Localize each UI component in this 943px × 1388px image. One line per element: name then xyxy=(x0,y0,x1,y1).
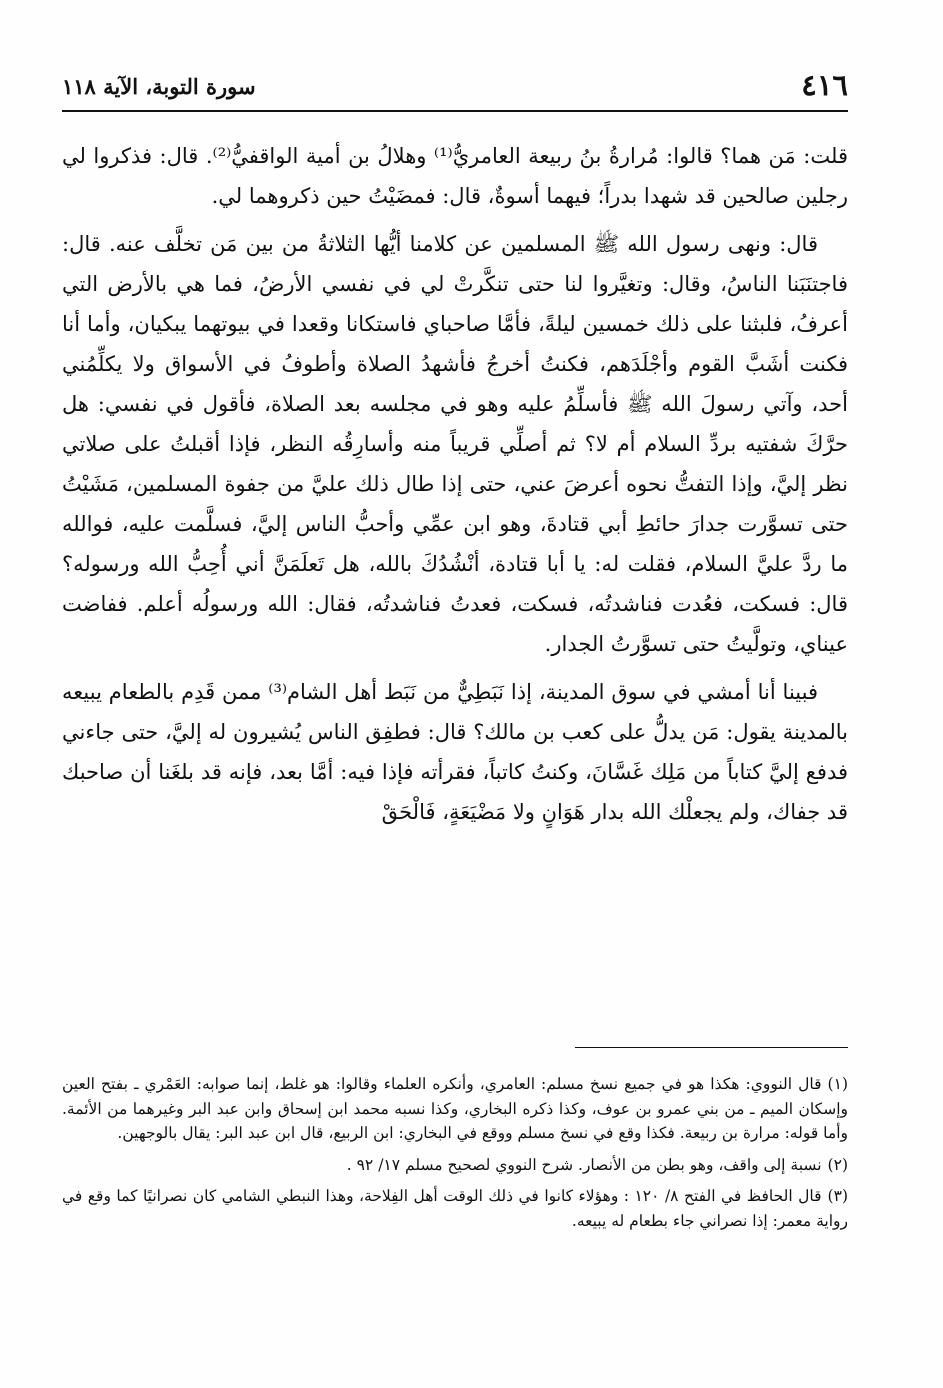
footnote-text: قال النووي: هكذا هو في جميع نسخ مسلم: العامري، وأنكره العلماء وقالوا: هو غلط، إنما صوابه: العَمْري ـ بفتح العين وإسكان الميم ـ من بني عمرو بن عوف، وكذا ذكره البخاري، وكذا نسبه محمد ابن إسحاق وابن عبد البر وغيرهما من الأئمة. وأما قوله: مرارة بن ربيعة. فكذا وقع في نسخ مسلم ووقع في البخاري: ابن الربيع، قال ابن عبد البر: يقال بالوجهين. xyxy=(62,1075,848,1142)
footnote-number: (٣) xyxy=(827,1187,848,1205)
page-number: ٤١٦ xyxy=(801,68,848,102)
running-title: سورة التوبة، الآية ١١٨ xyxy=(62,74,256,99)
footnote-separator xyxy=(575,1047,848,1048)
paragraph: قلت: مَن هما؟ قالوا: مُرارةُ بنُ ربيعة العامريُّ⁽¹⁾ وهلالُ بن أمية الواقفيُّ⁽²⁾. قال: فذكروا لي رجلين صالحين قد شهدا بدراً؛ فيهما أسوةٌ، قال: فمضَيْتُ حين ذكروهما لي. xyxy=(62,144,848,208)
paragraph: قال: ونهى رسول الله ﷺ المسلمين عن كلامنا أيُّها الثلاثةُ من بين مَن تخلَّف عنه. قال: فاجتنَبَنا الناسُ، وقال: وتغيَّروا لنا حتى تنكَّرتْ لي في نفسي الأرضُ، فما هي بالأرض التي أعرفُ، فلبثنا على ذلك خمسين ليلةً، فأمَّا صاحباي فاستكانا وقعدا في بيوتهما يبكيان، وأما أنا فكنت أشَبَّ القوم وأجْلَدَهم، فكنتُ أخرجُ فأشهدُ الصلاة وأطوفُ في الأسواق ولا يكلِّمُني أحد، وآتي رسولَ الله ﷺ فأسلِّمُ عليه وهو في مجلسه بعد الصلاة، فأقول في نفسي: هل حرَّكَ شفتيه بردِّ السلام أم لا؟ ثم أصلِّي قريباً منه وأسارِقُه النظر، فإذا أقبلتُ على صلاتي نظر إليَّ، وإذا التفتُّ نحوه أعرضَ عني، حتى إذا طال ذلك عليَّ من جفوة المسلمين، مَشَيْتُ حتى تسوَّرت جدارَ حائطِ أبي قتادةَ، وهو ابن عمِّي وأحبُّ الناس إليَّ، فسلَّمت عليه، فوالله ما ردَّ عليَّ السلام، فقلت له: يا أبا قتادة، أنْشُدُكَ بالله، هل تَعلَمَنَّ أني أُحِبُّ الله ورسوله؟ قال: فسكت، فعُدت فناشدتُه، فسكت، فعدتُ فناشدتُه، فقال: الله ورسولُه أعلم. ففاضت عيناي، وتولَّيتُ حتى تسوَّرتُ الجدار. xyxy=(62,232,848,656)
footnote-number: (١) xyxy=(827,1075,848,1093)
footnote-number: (٢) xyxy=(827,1155,848,1174)
paragraph: فبينا أنا أمشي في سوق المدينة، إذا نَبَطِيٌّ من نَبَط أهل الشام⁽³⁾ ممن قَدِم بالطعام يبيعه بالمدينة يقول: مَن يدلُّ على كعب بن مالك؟ قال: فطفِق الناس يُشيرون له إليَّ، حتى جاءني فدفع إليَّ كتاباً من مَلِك غَسَّانَ، وكنتُ كاتباً، فقرأته فإذا فيه: أمَّا بعد، فإنه قد بلغَنا أن صاحبك قد جفاك، ولم يجعلْك الله بدار هَوَانٍ ولا مَضْيَعَةٍ، فَالْحَقْ xyxy=(62,680,848,824)
footnote-3 xyxy=(62,1184,848,1233)
page-header xyxy=(62,66,848,112)
footnote-1 xyxy=(62,1072,848,1146)
footnote-2 xyxy=(62,1153,848,1178)
footnotes xyxy=(62,1072,848,1240)
footnote-text: نسبة إلى واقف، وهو بطن من الأنصار. شرح النووي لصحيح مسلم ١٧/ ٩٢ . xyxy=(346,1155,822,1174)
main-text xyxy=(62,136,848,832)
footnote-text: قال الحافظ في الفتح ٨/ ١٢٠ : وهؤلاء كانوا في ذلك الوقت أهل الفِلاحة، وهذا النبطي الشامي كان نصرانيًا كما وقع في رواية معمر: إذا نصراني جاء بطعام له يبيعه. xyxy=(62,1187,848,1230)
